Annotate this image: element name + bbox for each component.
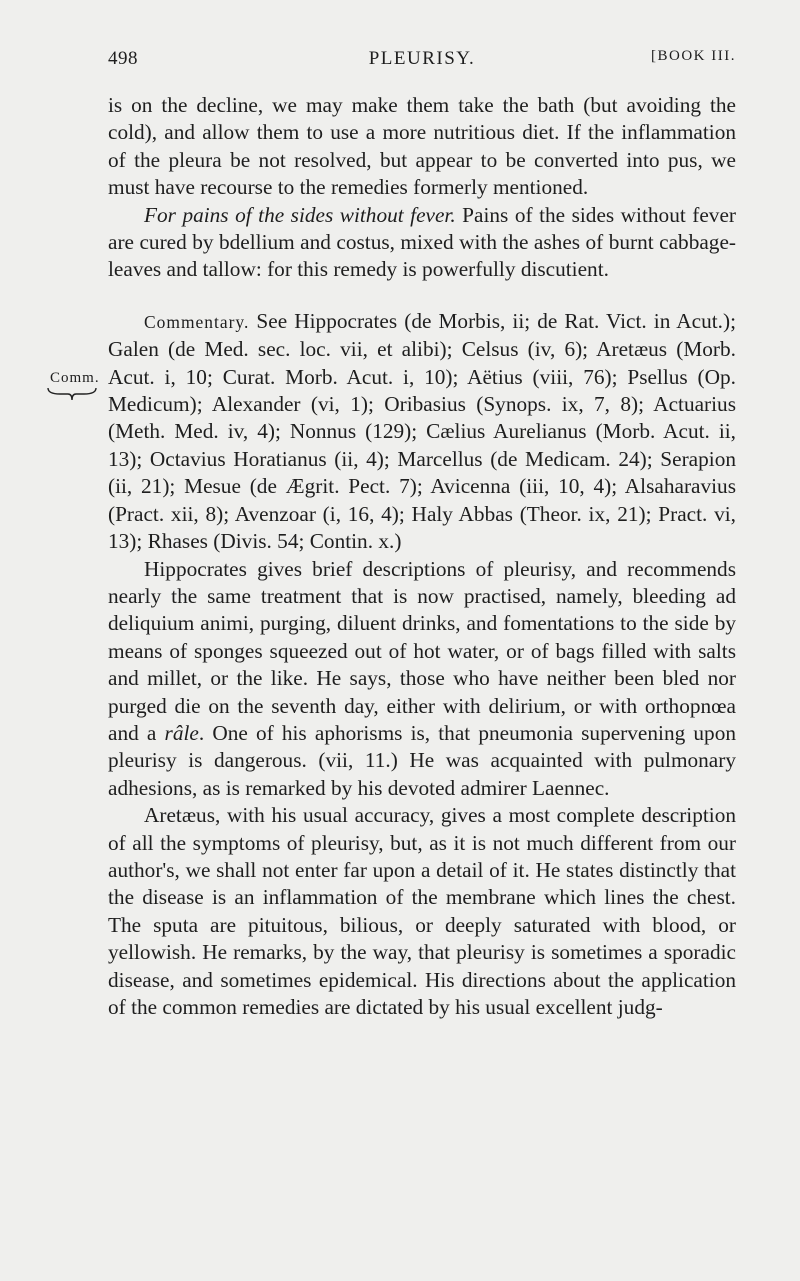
paragraph-hippocrates [108, 556, 736, 803]
paragraph-pains-without-fever [108, 202, 736, 284]
italic-term: râle [164, 720, 199, 745]
margin-note: Comm. [50, 370, 100, 386]
running-header [108, 48, 736, 76]
commentary-heading: Commentary. [144, 311, 250, 332]
paragraph-continued: is on the decline, we may make them take the bath (but avoiding the cold), and allow them to use a more nutritious diet. If the inflammation of the pleura be not resolved, but appear to be converted into pus, we must have recourse to the remedies formerly mentioned. [108, 93, 736, 200]
running-title: PLEURISY. [368, 48, 476, 69]
book-label: [BOOK III. [651, 48, 736, 64]
page-body [108, 92, 736, 1021]
paragraph-text: Hippocrates gives brief descriptions of pleurisy, and recommends nearly the same treatment that is now practised, namely, bleeding ad deliquium animi, purging, diluent drinks, and fomentations to the side by means of sponges squeezed out of hot water, or of bags filled with salts and millet, or the like. He says, those who have neither been bled nor purged die on the seventh day, either with delirium, or with orthopnœa and a [108, 556, 736, 745]
margin-brace-icon [46, 386, 98, 402]
paragraph-commentary [108, 308, 736, 556]
paragraph-text: Pains of the sides without fever are cured by bdellium and costus, mixed with the ashes of burnt cabbage-leaves and tallow: for this remedy is powerfully discutient. [108, 202, 736, 282]
page-number: 498 [108, 48, 138, 69]
paragraph-aretaeus: Aretæus, with his usual accuracy, gives a most complete description of all the symptoms of pleurisy, but, as it is not much different from our author's, we shall not enter far upon a detail of it. He states distinctly that the disease is an inflammation of the membrane which lines the chest. The sputa are pituitous, bilious, or deeply saturated with blood, or yellowish. He remarks, by the way, that pleurisy is sometimes a sporadic disease, and sometimes epidemical. His directions about the application of the common remedies are dictated by his usual excellent judg- [108, 803, 736, 1019]
paragraph-text: See Hippocrates (de Morbis, ii; de Rat. Vict. in Acut.); Galen (de Med. sec. loc. vii, et alibi); Celsus (iv, 6); Aretæus (Morb. Acut. i, 10; Curat. Morb. Acut. i, 10); Aëtius (viii, 76); Psellus (Op. Medicum); Alexander (vi, 1); Oribasius (Synops. ix, 7, 8); Actuarius (Meth. Med. iv, 4); Nonnus (129); Cælius Aurelianus (Morb. Acut. ii, 13); Octavius Horatianus (ii, 4); Marcellus (de Medicam. 24); Serapion (ii, 21); Mesue (de Ægrit. Pect. 7); Avicenna (iii, 10, 4); Alsaharavius (Pract. xii, 8); Avenzoar (i, 16, 4); Haly Abbas (Theor. ix, 21); Pract. vi, 13); Rhases (Divis. 54; Contin. x.) [108, 308, 736, 554]
paragraph-text: . One of his aphorisms is, that pneumonia supervening upon pleurisy is dangerous. (vii, 11.) He was acquainted with pulmonary adhesions, as is remarked by his devoted admirer Laennec. [108, 720, 736, 800]
section-gap [108, 284, 736, 308]
section-heading-italic: For pains of the sides without fever. [144, 202, 456, 227]
